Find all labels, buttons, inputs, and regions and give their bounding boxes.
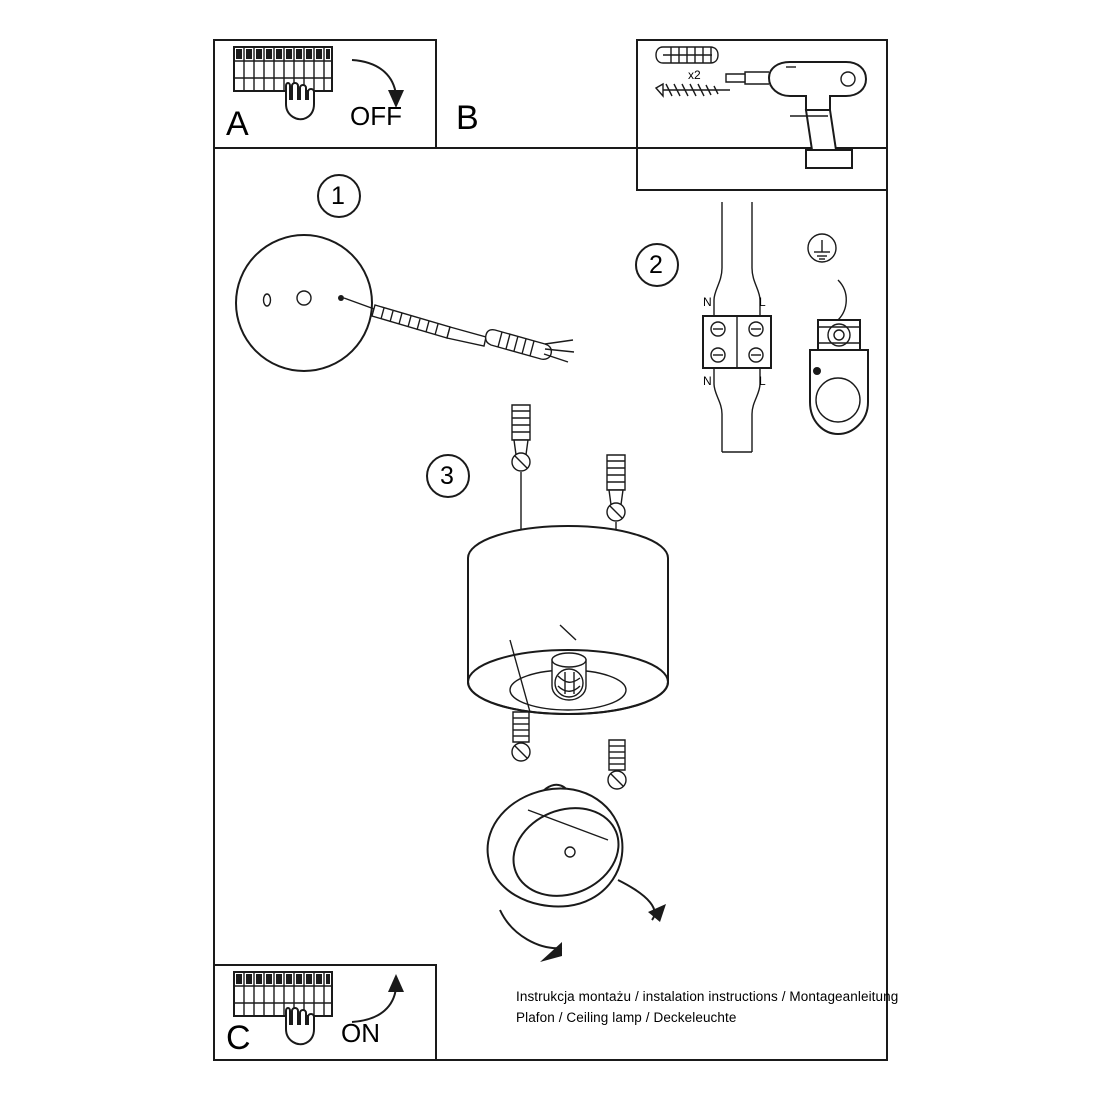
terminal-label-n-bottom: N — [703, 374, 712, 388]
screw-left-top — [512, 405, 530, 471]
step-2-illustration — [703, 202, 868, 452]
cordless-drill-icon — [726, 62, 866, 168]
screw-icon — [656, 84, 730, 96]
screw-right-body — [608, 740, 626, 789]
screw-right-top — [607, 455, 625, 521]
terminal-label-n-top: N — [703, 295, 712, 309]
step-1-illustration — [236, 235, 574, 371]
step-3-illustration — [468, 405, 668, 962]
panel-b-quantity: x2 — [688, 68, 701, 82]
step-3-number: 3 — [440, 462, 454, 490]
screw-left-body — [512, 712, 530, 761]
caption-line-2: Plafon / Ceiling lamp / Deckeleuchte — [516, 1010, 737, 1025]
step-1-number: 1 — [331, 182, 345, 210]
panel-c-label: C — [226, 1019, 251, 1057]
wall-plug-step1 — [486, 330, 574, 362]
panel-c-state: ON — [341, 1018, 380, 1048]
step-2-number: 2 — [649, 251, 663, 279]
panel-a-state: OFF — [350, 101, 402, 131]
caption-line-1: Instrukcja montażu / instalation instructions / Montageanleitung — [516, 989, 899, 1004]
panel-b-parts-illustration — [656, 47, 866, 168]
terminal-label-l-top: L — [759, 295, 766, 309]
earth-ground-icon — [808, 234, 836, 262]
terminal-label-l-bottom: L — [759, 374, 766, 388]
panel-a-label: A — [226, 105, 249, 143]
panel-b-label: B — [456, 99, 479, 137]
wall-plug-icon — [656, 47, 718, 63]
